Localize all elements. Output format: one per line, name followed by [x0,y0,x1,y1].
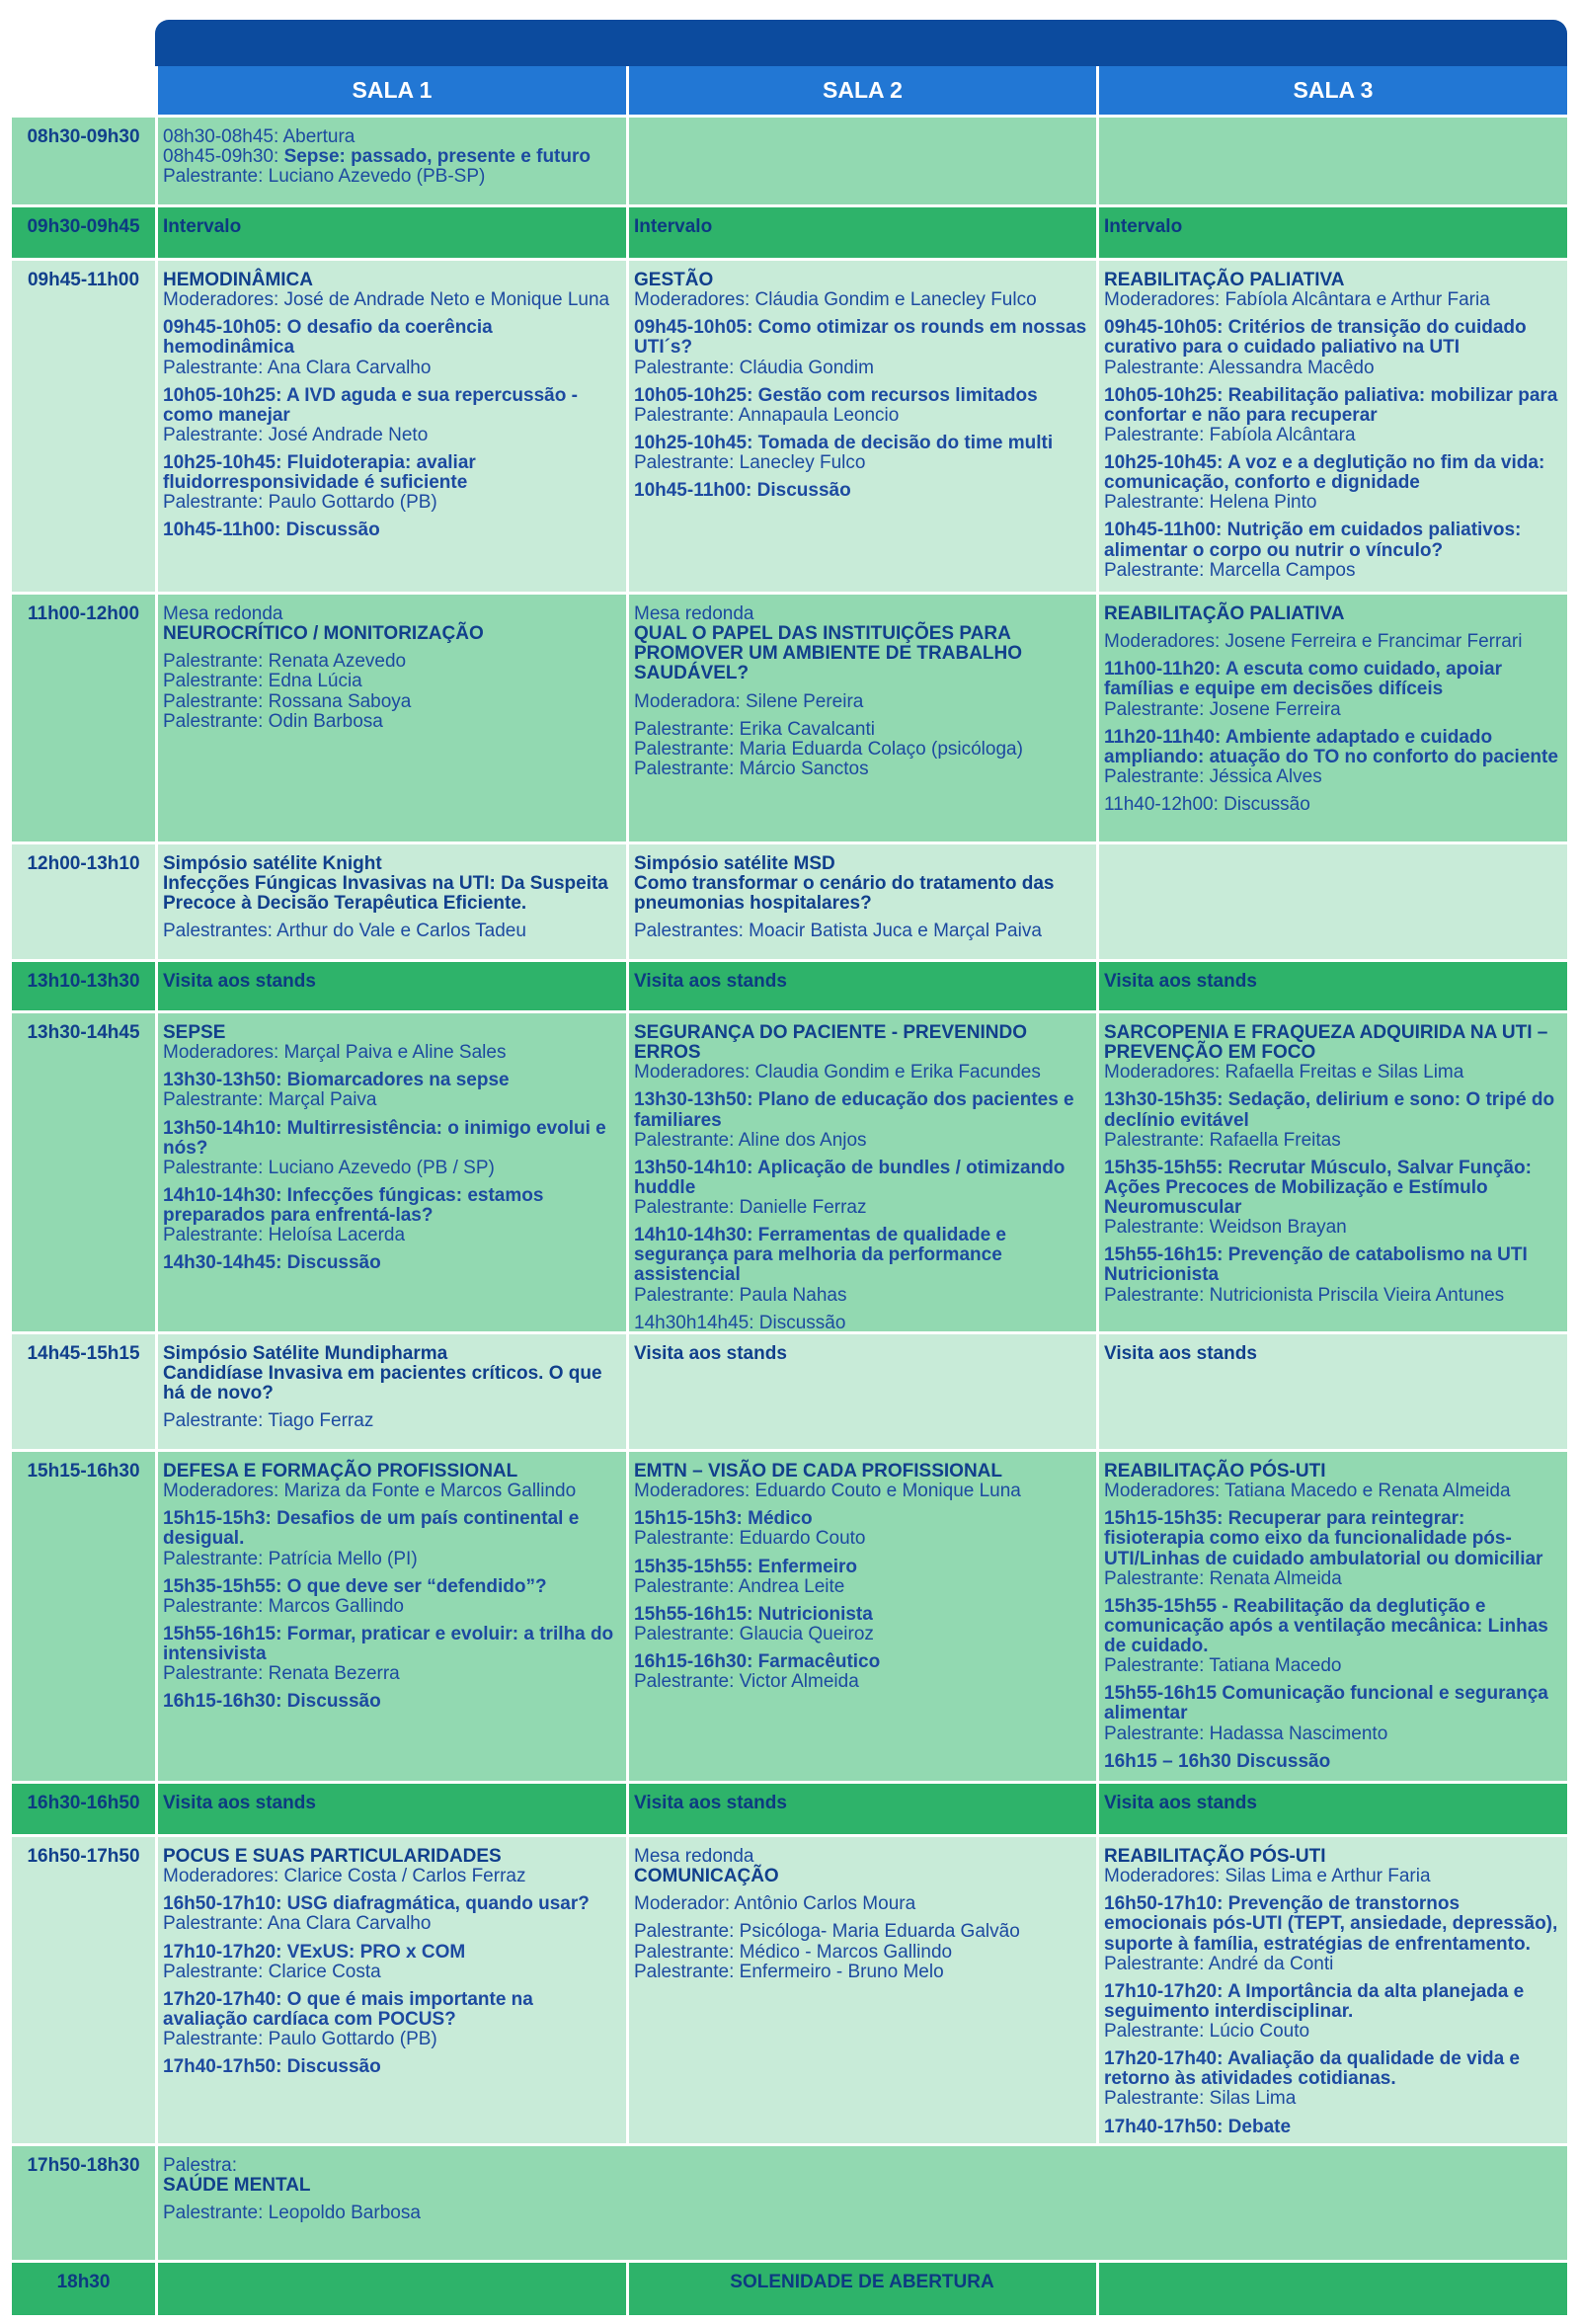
session-item: 14h10-14h30: Infecções fúngicas: estamos preparados para enfrentá-las? [163,1184,544,1226]
session-cell [626,841,1096,959]
time-slot [12,1449,155,1781]
room-header: SALA 1 [155,66,626,115]
time-slot [12,841,155,959]
session-cell [626,2260,1096,2315]
speaker-line: Palestrante: Luciano Azevedo (PB / SP) [163,1157,495,1178]
session-item: 16h50-17h10: USG diafragmática, quando usar? [163,1893,590,1915]
speaker-line: Palestrante: Erika Cavalcanti [634,718,875,740]
header-corner [12,66,155,115]
room-header: SALA 3 [1096,66,1567,115]
block-title: Intervalo [1104,216,1183,237]
text-line: Mesa redonda [163,603,283,624]
session-item: 15h35-15h55: Recrutar Músculo, Salvar Função: Ações Precoces de Mobilização e Estímulo Neuromuscular [1104,1157,1532,1218]
block-title: NEUROCRÍTICO / MONITORIZAÇÃO [163,623,484,645]
speaker-line: Palestrante: Annapaula Leoncio [634,404,900,426]
block-title: Visita aos stands [634,1793,787,1813]
closing-title: SOLENIDADE DE ABERTURA [730,2272,994,2292]
session-item: 10h25-10h45: Tomada de decisão do time multi [634,432,1054,453]
speaker-line: Palestrante: José Andrade Neto [163,424,429,445]
time-slot [12,1834,155,2143]
session-cell [155,1449,626,1781]
session-cell [1096,1781,1567,1834]
speaker-line: Palestrante: Lúcio Couto [1104,2021,1310,2042]
session-item: 14h10-14h30: Ferramentas de qualidade e segurança para melhoria da performance assistencial [634,1225,1006,1286]
text-line: 08h30-08h45: Abertura [163,126,356,147]
session-item: 10h05-10h25: Reabilitação paliativa: mobilizar para confortar e não para recuperar [1104,384,1558,426]
block-title: Visita aos stands [634,971,787,992]
session-item: 14h30-14h45: Discussão [163,1252,381,1274]
session-cell [626,258,1096,592]
session-cell [1096,1010,1567,1331]
time-label: 13h30-14h45 [27,1022,140,1043]
speaker-line: Palestrante: Paula Nahas [634,1284,847,1306]
moderator-line: Moderadores: Marçal Paiva e Aline Sales [163,1042,507,1064]
block-title: Visita aos stands [1104,971,1257,992]
block-title: HEMODINÂMICA [163,270,313,290]
session-item: 10h45-11h00: Discussão [634,480,851,502]
session-cell [626,1834,1096,2143]
session-cell [626,1449,1096,1781]
speaker-line: Palestrante: Nutricionista Priscila Vieira Antunes [1104,1284,1505,1306]
moderator-line: Moderadores: Eduardo Couto e Monique Luna [634,1481,1021,1502]
block-title: REABILITAÇÃO PÓS-UTI [1104,1846,1326,1867]
session-item: 09h45-10h05: O desafio da coerência hemodinâmica [163,317,493,359]
session-cell [1096,1449,1567,1781]
speaker-line: Palestrante: Cláudia Gondim [634,357,874,378]
speaker-line: Palestrante: Edna Lúcia [163,671,362,692]
block-title: EMTN – VISÃO DE CADA PROFISSIONAL [634,1461,1002,1482]
session-item: 15h35-15h55: O que deve ser “defendido”? [163,1575,547,1597]
text-line: Mesa redonda [634,1846,754,1867]
session-cell [1096,258,1567,592]
text-line: Mesa redonda [634,603,754,624]
speaker-line: Palestrante: Enfermeiro - Bruno Melo [634,1961,944,1982]
session-item: 16h15-16h30: Farmacêutico [634,1651,881,1672]
session-cell [155,204,626,258]
block-title: SEGURANÇA DO PACIENTE - PREVENINDO ERROS [634,1022,1027,1064]
time-slot [12,115,155,204]
session-cell [626,1781,1096,1834]
session-cell [1096,1331,1567,1449]
block-title: COMUNICAÇÃO [634,1866,779,1887]
speaker-line: Palestrante: Renata Bezerra [163,1663,400,1685]
text-line: 11h40-12h00: Discussão [1104,794,1310,815]
time-slot [12,2260,155,2315]
time-label: 17h50-18h30 [27,2155,140,2176]
block-title: Como transformar o cenário do tratamento das pneumonias hospitalares? [634,873,1055,915]
session-cell [1096,2260,1567,2315]
session-cell [1096,1834,1567,2143]
speaker-line: Palestrante: Psicóloga- Maria Eduarda Galvão [634,1921,1020,1943]
time-slot [12,1781,155,1834]
block-title: SAÚDE MENTAL [163,2175,311,2197]
time-slot [12,258,155,592]
speaker-line: Palestrante: Alessandra Macêdo [1104,357,1375,378]
session-line [163,147,620,167]
moderator-line: Moderadores: Josene Ferreira e Francimar Ferrari [1104,631,1523,653]
session-cell [155,959,626,1010]
speaker-line: Palestrante: Lanecley Fulco [634,452,866,473]
session-item: 15h55-16h15: Prevenção de catabolismo na UTI Nutricionista [1104,1244,1528,1286]
moderator-line: Moderadores: Rafaella Freitas e Silas Lima [1104,1062,1464,1083]
time-label: 09h30-09h45 [27,216,140,237]
time-label: 16h30-16h50 [27,1793,140,1813]
session-cell [155,1010,626,1331]
session-item: 16h50-17h10: Prevenção de transtornos emocionais pós-UTI (TEPT, ansiedade, depressão), suporte à família, estratégias de enfrentamento. [1104,1893,1558,1955]
time-label: 16h50-17h50 [27,1846,140,1867]
session-item: 13h30-13h50: Plano de educação dos pacientes e familiares [634,1089,1074,1131]
speaker-line: Palestrante: Renata Azevedo [163,651,407,673]
block-title: Visita aos stands [1104,1793,1257,1813]
speaker-line: Palestrante: Silas Lima [1104,2088,1297,2110]
session-item: 15h55-16h15: Formar, praticar e evoluir: a trilha do intensivista [163,1623,614,1664]
session-cell [626,1010,1096,1331]
session-cell [155,1331,626,1449]
session-item: 13h50-14h10: Multirresistência: o inimigo evolui e nós? [163,1117,606,1159]
session-cell [626,959,1096,1010]
speaker-line: Palestrante: Josene Ferreira [1104,698,1341,720]
speaker-line: Palestrante: Marcos Gallindo [163,1595,404,1617]
speaker-line: Palestrante: Marçal Paiva [163,1089,377,1111]
schedule-grid [12,66,1567,2315]
session-item: 15h35-15h55: Enfermeiro [634,1556,857,1577]
block-title: REABILITAÇÃO PALIATIVA [1104,270,1345,290]
time-slot [12,959,155,1010]
session-item: 10h05-10h25: Gestão com recursos limitados [634,384,1038,406]
speaker-line: Palestrante: Danielle Ferraz [634,1197,867,1218]
moderator-line: Moderadores: Silas Lima e Arthur Faria [1104,1866,1431,1887]
session-item: 13h30-13h50: Biomarcadores na sepse [163,1070,510,1091]
speaker-line: Palestrante: Ana Clara Carvalho [163,357,432,378]
session-item: 13h30-15h35: Sedação, delirium e sono: O tripé do declínio evitável [1104,1089,1555,1131]
block-title: SARCOPENIA E FRAQUEZA ADQUIRIDA NA UTI – PREVENÇÃO EM FOCO [1104,1022,1548,1064]
session-item: 17h20-17h40: Avaliação da qualidade de vida e retorno às atividades cotidianas. [1104,2048,1520,2090]
block-title: Intervalo [634,216,713,237]
moderator-line: Moderadora: Silene Pereira [634,690,864,712]
session-item: 17h40-17h50: Discussão [163,2056,381,2078]
block-title: Visita aos stands [163,971,316,992]
block-title: GESTÃO [634,270,714,290]
session-item: 10h25-10h45: Fluidoterapia: avaliar fluidorresponsividade é suficiente [163,452,476,494]
session-cell [626,592,1096,841]
session-item: 15h15-15h35: Recuperar para reintegrar: fisioterapia como eixo da funcionalidade pós-UTI/Linhas de cuidado ambulatorial ou domiciliar [1104,1508,1543,1569]
session-item: 10h45-11h00: Nutrição em cuidados paliativos: alimentar o corpo ou nutrir o vínculo? [1104,520,1522,561]
block-title: Visita aos stands [1104,1343,1257,1364]
session-item: 17h20-17h40: O que é mais importante na avaliação cardíaca com POCUS? [163,1988,533,2030]
session-item: 11h20-11h40: Ambiente adaptado e cuidado ampliando: atuação do TO no conforto do paciente [1104,726,1558,767]
speaker-line: Palestrante: Médico - Marcos Gallindo [634,1941,953,1963]
speaker-line: Palestrante: Jéssica Alves [1104,765,1322,787]
speaker-line: Palestrante: Maria Eduarda Colaço (psicóloga) [634,738,1023,760]
block-title: Candidíase Invasiva em pacientes críticos. O que há de novo? [163,1363,602,1404]
moderator-line: Moderadores: Clarice Costa / Carlos Ferraz [163,1866,526,1887]
block-title: Infecções Fúngicas Invasivas na UTI: Da Suspeita Precoce à Decisão Terapêutica Eficiente. [163,873,608,915]
time-label: 13h10-13h30 [27,971,140,992]
block-title: QUAL O PAPEL DAS INSTITUIÇÕES PARA PROMOVER UM AMBIENTE DE TRABALHO SAUDÁVEL? [634,623,1023,684]
session-item: 15h55-16h15 Comunicação funcional e segurança alimentar [1104,1683,1548,1724]
session-item: 13h50-14h10: Aplicação de bundles / otimizando huddle [634,1157,1066,1198]
speaker-line: Palestrante: André da Conti [1104,1953,1334,1974]
block-title: Intervalo [163,216,242,237]
session-item: 10h25-10h45: A voz e a deglutição no fim da vida: comunicação, conforto e dignidade [1104,452,1545,494]
session-item: 16h15-16h30: Discussão [163,1691,381,1713]
room-header: SALA 2 [626,66,1096,115]
plenary-cell [155,2143,1567,2260]
block-title: Visita aos stands [634,1343,787,1364]
block-title: DEFESA E FORMAÇÃO PROFISSIONAL [163,1461,518,1482]
block-title: Simpósio Satélite Mundipharma [163,1343,448,1364]
speaker-line: Palestrante: Leopoldo Barbosa [163,2203,421,2224]
time-slot [12,1331,155,1449]
session-cell [1096,592,1567,841]
speaker-line: Palestrante: Aline dos Anjos [634,1129,867,1151]
speaker-line: Palestrante: Tiago Ferraz [163,1410,374,1432]
time-label: 08h30-09h30 [27,126,140,147]
session-cell [155,2260,626,2315]
session-item: 15h55-16h15: Nutricionista [634,1603,873,1625]
block-title: Simpósio satélite MSD [634,853,835,874]
time-slot [12,592,155,841]
speaker-line: Palestrante: Márcio Sanctos [634,758,869,779]
time-label: 18h30 [56,2272,111,2292]
session-cell [155,115,626,204]
session-cell [1096,115,1567,204]
block-title: REABILITAÇÃO PÓS-UTI [1104,1461,1326,1482]
session-item: 15h15-15h3: Médico [634,1508,813,1530]
session-item: 15h15-15h3: Desafios de um país continental e desigual. [163,1508,580,1550]
time-label: 09h45-11h00 [27,270,140,290]
session-cell [155,841,626,959]
speaker-line: Palestrantes: Arthur do Vale e Carlos Tadeu [163,921,526,942]
speaker-line: Palestrante: Rafaella Freitas [1104,1129,1341,1151]
time-slot [12,204,155,258]
time-slot [12,1010,155,1331]
speaker-line: Palestrante: Victor Almeida [634,1671,859,1693]
speaker-line: Palestrante: Marcella Campos [1104,559,1356,581]
session-cell [626,204,1096,258]
text-line: Palestra: [163,2155,237,2176]
session-item: 17h40-17h50: Debate [1104,2116,1292,2137]
session-cell [155,258,626,592]
time-label: 12h00-13h10 [27,853,140,874]
speaker-line: Palestrante: Paulo Gottardo (PB) [163,2029,437,2049]
session-cell [155,592,626,841]
moderator-line: Moderadores: Claudia Gondim e Erika Facundes [634,1062,1041,1083]
speaker-line: Palestrante: Rossana Saboya [163,690,412,712]
moderator-line: Moderadores: Mariza da Fonte e Marcos Gallindo [163,1481,577,1502]
session-item: 09h45-10h05: Como otimizar os rounds em nossas UTI´s? [634,317,1087,359]
speaker-line: Palestrante: Fabíola Alcântara [1104,424,1356,445]
time-label: 15h15-16h30 [27,1461,140,1482]
session-item: 17h10-17h20: VExUS: PRO x COM [163,1941,466,1963]
session-cell [1096,841,1567,959]
moderator-line: Moderadores: Tatiana Macedo e Renata Almeida [1104,1481,1511,1502]
speaker-line: Palestrante: Weidson Brayan [1104,1217,1347,1239]
speaker-line: Palestrantes: Moacir Batista Juca e Marçal Paiva [634,921,1042,942]
speaker-line: Palestrante: Eduardo Couto [634,1528,866,1550]
block-title: SEPSE [163,1022,226,1043]
text-line: 14h30h14h45: Discussão [634,1312,846,1331]
session-item: 16h15 – 16h30 Discussão [1104,1750,1331,1772]
speaker-line: Palestrante: Paulo Gottardo (PB) [163,492,437,514]
block-title: REABILITAÇÃO PALIATIVA [1104,603,1345,624]
time-label: 11h00-12h00 [27,603,140,624]
speaker-line: Palestrante: Odin Barbosa [163,710,383,732]
speaker-line: Palestrante: Heloísa Lacerda [163,1225,406,1246]
text-line: Palestrante: Luciano Azevedo (PB-SP) [163,166,486,188]
speaker-line: Palestrante: Clarice Costa [163,1961,381,1982]
time-slot [12,2143,155,2260]
session-cell [1096,204,1567,258]
block-title: Simpósio satélite Knight [163,853,382,874]
session-title: Sepse: passado, presente e futuro [283,146,591,168]
speaker-line: Palestrante: Helena Pinto [1104,492,1317,514]
session-cell [155,1781,626,1834]
moderator-line: Moderadores: Cláudia Gondim e Lanecley Fulco [634,289,1037,311]
moderator-line: Moderador: Antônio Carlos Moura [634,1893,916,1915]
speaker-line: Palestrante: Tatiana Macedo [1104,1655,1342,1677]
moderator-line: Moderadores: José de Andrade Neto e Monique Luna [163,289,610,311]
speaker-line: Palestrante: Hadassa Nascimento [1104,1723,1388,1744]
speaker-line: Palestrante: Patrícia Mello (PI) [163,1548,418,1569]
session-item: 10h05-10h25: A IVD aguda e sua repercussão - como manejar [163,384,578,426]
session-time: 08h45-09h30: [163,146,284,168]
speaker-line: Palestrante: Ana Clara Carvalho [163,1913,432,1935]
session-item: 11h00-11h20: A escuta como cuidado, apoiar famílias e equipe em decisões difíceis [1104,659,1503,700]
session-item: 15h35-15h55 - Reabilitação da deglutição e comunicação após a ventilação mecânica: Linhas de cuidado. [1104,1595,1548,1656]
session-cell [626,1331,1096,1449]
session-item: 09h45-10h05: Critérios de transição do cuidado curativo para o cuidado paliativo na UTI [1104,317,1527,359]
session-item: 17h10-17h20: A Importância da alta planejada e seguimento interdisciplinar. [1104,1980,1525,2022]
session-item: 10h45-11h00: Discussão [163,520,380,541]
session-cell [155,1834,626,2143]
speaker-line: Palestrante: Andrea Leite [634,1575,845,1597]
block-title: Visita aos stands [163,1793,316,1813]
top-banner [155,20,1567,66]
time-label: 14h45-15h15 [27,1343,140,1364]
block-title: POCUS E SUAS PARTICULARIDADES [163,1846,502,1867]
speaker-line: Palestrante: Glaucia Queiroz [634,1623,874,1644]
session-cell [626,115,1096,204]
speaker-line: Palestrante: Renata Almeida [1104,1567,1342,1589]
moderator-line: Moderadores: Fabíola Alcântara e Arthur Faria [1104,289,1490,311]
session-cell [1096,959,1567,1010]
